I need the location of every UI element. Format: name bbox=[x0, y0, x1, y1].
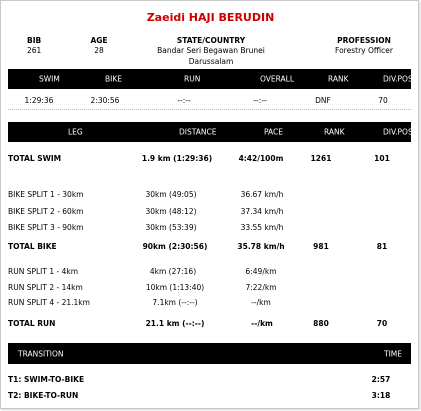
t1-label: T1: SWIM-TO-BIKE bbox=[8, 375, 85, 384]
summary-swim-header: SWIM bbox=[39, 74, 60, 84]
profession-value: Forestry Officer bbox=[335, 46, 393, 55]
run-split-1-leg: RUN SPLIT 1 - 4km bbox=[8, 267, 79, 276]
total-swim-rank: 1261 bbox=[310, 154, 332, 163]
summary-overall-value: --:-- bbox=[253, 96, 267, 105]
state-header: STATE/COUNTRY bbox=[176, 36, 246, 45]
run-split-2-leg: RUN SPLIT 2 - 14km bbox=[8, 283, 83, 292]
summary-overall-header: OVERALL bbox=[260, 74, 295, 84]
splits-header-bar bbox=[8, 122, 416, 142]
summary-run-value: --:-- bbox=[177, 96, 191, 105]
summary-bike-value: 2:30:56 bbox=[90, 96, 120, 105]
athlete-name: Zaeidi HAJI BERUDIN bbox=[146, 11, 275, 24]
bike-split-3-distance: 30km (53:39) bbox=[145, 223, 197, 232]
summary-divpos-value: 70 bbox=[378, 96, 388, 105]
bib-value: 261 bbox=[27, 46, 42, 55]
run-split-4-leg: RUN SPLIT 4 - 21.1km bbox=[8, 298, 90, 307]
bike-split-3-leg: BIKE SPLIT 3 - 90km bbox=[8, 223, 84, 232]
bike-split-1-leg: BIKE SPLIT 1 - 30km bbox=[8, 190, 84, 199]
total-run-divpos: 70 bbox=[376, 319, 388, 328]
total-run-rank: 880 bbox=[313, 319, 329, 328]
profession-header: PROFESSION bbox=[337, 36, 391, 45]
t2-label: T2: BIKE-TO-RUN bbox=[8, 391, 79, 400]
total-run-leg: TOTAL RUN bbox=[8, 319, 56, 328]
summary-rank-header: RANK bbox=[328, 74, 349, 84]
run-split-4-distance: 7.1km (--:--) bbox=[152, 298, 198, 307]
bike-split-1-distance: 30km (49:05) bbox=[145, 190, 197, 199]
transition-header: TRANSITION bbox=[18, 349, 64, 358]
run-split-2-distance: 10km (1:13:40) bbox=[145, 283, 205, 292]
run-split-4-pace: --/km bbox=[251, 298, 271, 307]
total-bike-leg: TOTAL BIKE bbox=[8, 242, 57, 251]
t1-time: 2:57 bbox=[371, 375, 391, 384]
state-value-line2: Darussalam bbox=[188, 57, 234, 66]
total-swim-pace: 4:42/100m bbox=[238, 154, 284, 163]
bike-split-2-leg: BIKE SPLIT 2 - 60km bbox=[8, 207, 84, 216]
age-header: AGE bbox=[90, 36, 108, 45]
total-bike-distance: 90km (2:30:56) bbox=[142, 242, 208, 251]
total-swim-distance: 1.9 km (1:29:36) bbox=[141, 154, 213, 163]
total-swim-divpos: 101 bbox=[374, 154, 390, 163]
total-bike-pace: 35.78 km/h bbox=[237, 242, 285, 251]
bib-header: BIB bbox=[27, 36, 42, 45]
bike-split-1-pace: 36.67 km/h bbox=[240, 190, 284, 199]
splits-distance-header: DISTANCE bbox=[179, 127, 217, 137]
run-split-2-pace: 7:22/km bbox=[245, 283, 277, 292]
summary-bike-header: BIKE bbox=[105, 74, 123, 84]
state-value-line1: Bandar Seri Begawan Brunei bbox=[157, 46, 265, 55]
bike-split-3-pace: 33.55 km/h bbox=[240, 223, 284, 232]
bike-split-2-distance: 30km (48:12) bbox=[145, 207, 197, 216]
splits-leg-header: LEG bbox=[68, 127, 83, 137]
splits-divpos-header: DIV.POS. bbox=[383, 127, 416, 137]
total-bike-rank: 981 bbox=[313, 242, 329, 251]
transition-header-bar bbox=[8, 343, 411, 364]
splits-pace-header: PACE bbox=[264, 127, 284, 137]
t2-time: 3:18 bbox=[371, 391, 391, 400]
divider bbox=[8, 109, 411, 110]
total-run-distance: 21.1 km (--:--) bbox=[145, 319, 205, 328]
splits-rank-header: RANK bbox=[324, 127, 345, 137]
transition-time-header: TIME bbox=[384, 349, 403, 358]
run-split-1-distance: 4km (27:16) bbox=[149, 267, 197, 276]
total-swim-leg: TOTAL SWIM bbox=[8, 154, 62, 163]
summary-swim-value: 1:29:36 bbox=[24, 96, 54, 105]
total-bike-divpos: 81 bbox=[376, 242, 388, 251]
total-run-pace: --/km bbox=[251, 319, 273, 328]
summary-divpos-header: DIV.POS. bbox=[383, 74, 416, 84]
summary-header-bar bbox=[8, 69, 416, 89]
summary-run-header: RUN bbox=[184, 74, 201, 84]
bike-split-2-pace: 37.34 km/h bbox=[240, 207, 284, 216]
age-value: 28 bbox=[94, 46, 104, 55]
summary-rank-value: DNF bbox=[315, 96, 331, 105]
run-split-1-pace: 6:49/km bbox=[245, 267, 277, 276]
